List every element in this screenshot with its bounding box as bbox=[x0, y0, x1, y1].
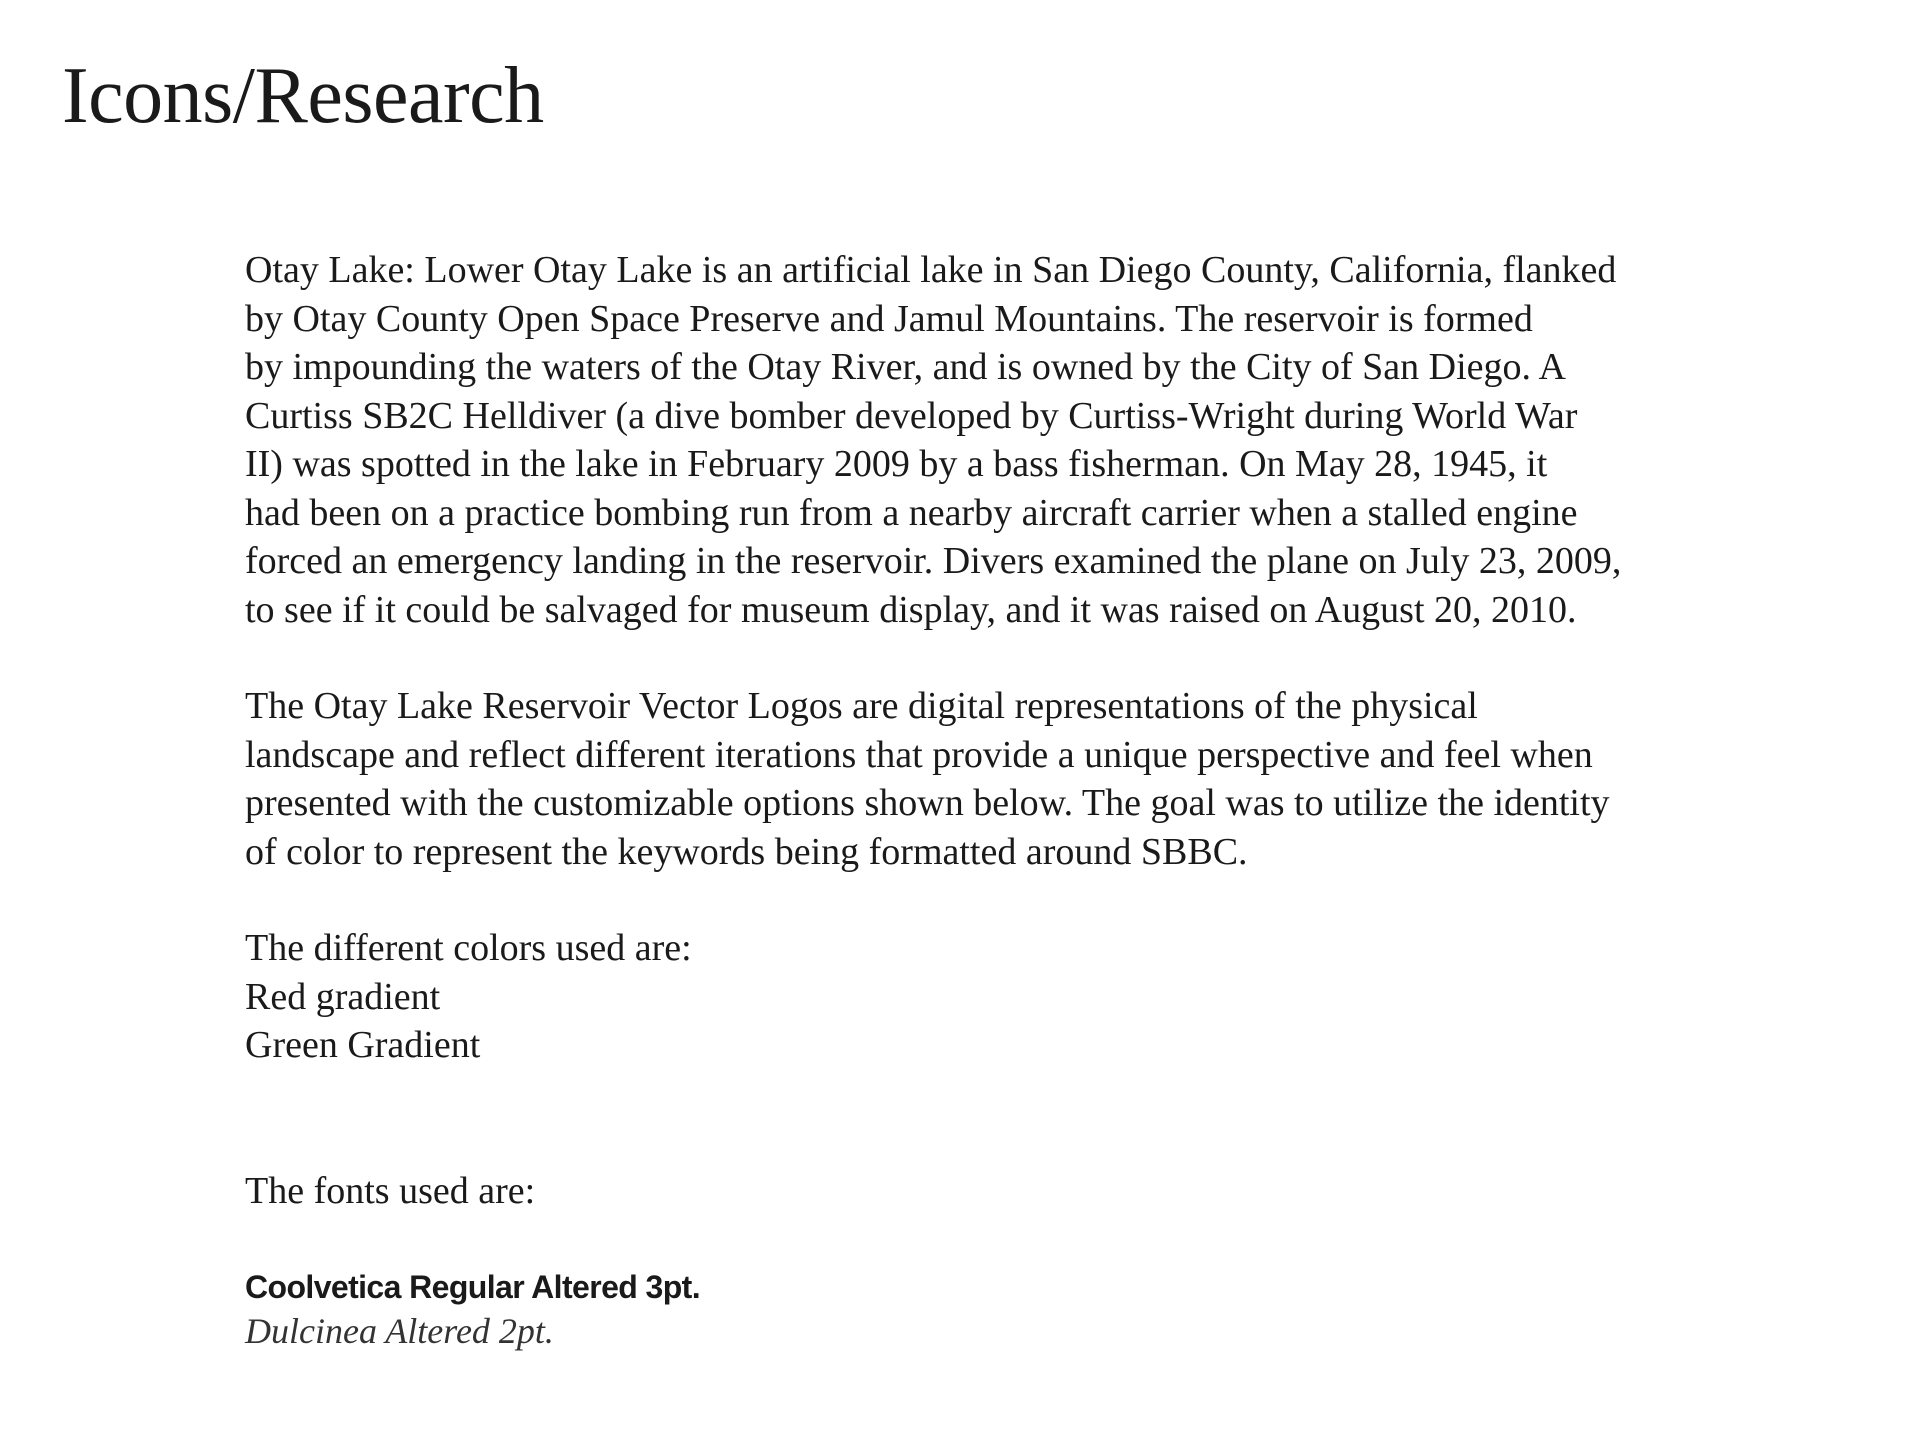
history-paragraph bbox=[245, 246, 1745, 634]
paragraph-line: Curtiss SB2C Helldiver (a dive bomber developed by Curtiss-Wright during World War bbox=[245, 394, 1578, 437]
paragraph-line: to see if it could be salvaged for museum display, and it was raised on August 20, 2010. bbox=[245, 588, 1577, 631]
paragraph-line: forced an emergency landing in the reservoir. Divers examined the plane on July 23, 2009, bbox=[245, 540, 1622, 582]
color-item: Green Gradient bbox=[245, 1024, 481, 1066]
paragraph-line: by Otay County Open Space Preserve and Jamul Mountains. The reservoir is formed bbox=[245, 297, 1533, 340]
paragraph-line: Otay Lake: Lower Otay Lake is an artificial lake in San Diego County, California, flanked bbox=[245, 249, 1617, 291]
paragraph-line: had been on a practice bombing run from a nearby aircraft carrier when a stalled engine bbox=[245, 491, 1578, 534]
paragraph-line: landscape and reflect different iterations that provide a unique perspective and feel when bbox=[245, 733, 1593, 776]
paragraph-line: presented with the customizable options shown below. The goal was to utilize the identity bbox=[245, 782, 1610, 824]
color-item: Red gradient bbox=[245, 975, 441, 1018]
colors-heading: The different colors used are: bbox=[245, 927, 692, 969]
paragraph-line: by impounding the waters of the Otay River, and is owned by the City of San Diego. A bbox=[245, 346, 1566, 388]
colors-section bbox=[245, 924, 1745, 1070]
document-body bbox=[245, 246, 1745, 1353]
font-sample-dulcinea: Dulcinea Altered 2pt. bbox=[245, 1311, 554, 1351]
page-title: Icons/Research bbox=[62, 52, 544, 140]
fonts-heading: The fonts used are: bbox=[245, 1169, 536, 1212]
paragraph-line: of color to represent the keywords being formatted around SBBC. bbox=[245, 830, 1248, 873]
paragraph-line: The Otay Lake Reservoir Vector Logos are digital representations of the physical bbox=[245, 685, 1478, 727]
font-sample-coolvetica: Coolvetica Regular Altered 3pt. bbox=[245, 1269, 700, 1305]
logo-description-paragraph bbox=[245, 682, 1745, 876]
paragraph-line: II) was spotted in the lake in February 2009 by a bass fisherman. On May 28, 1945, it bbox=[245, 443, 1548, 485]
